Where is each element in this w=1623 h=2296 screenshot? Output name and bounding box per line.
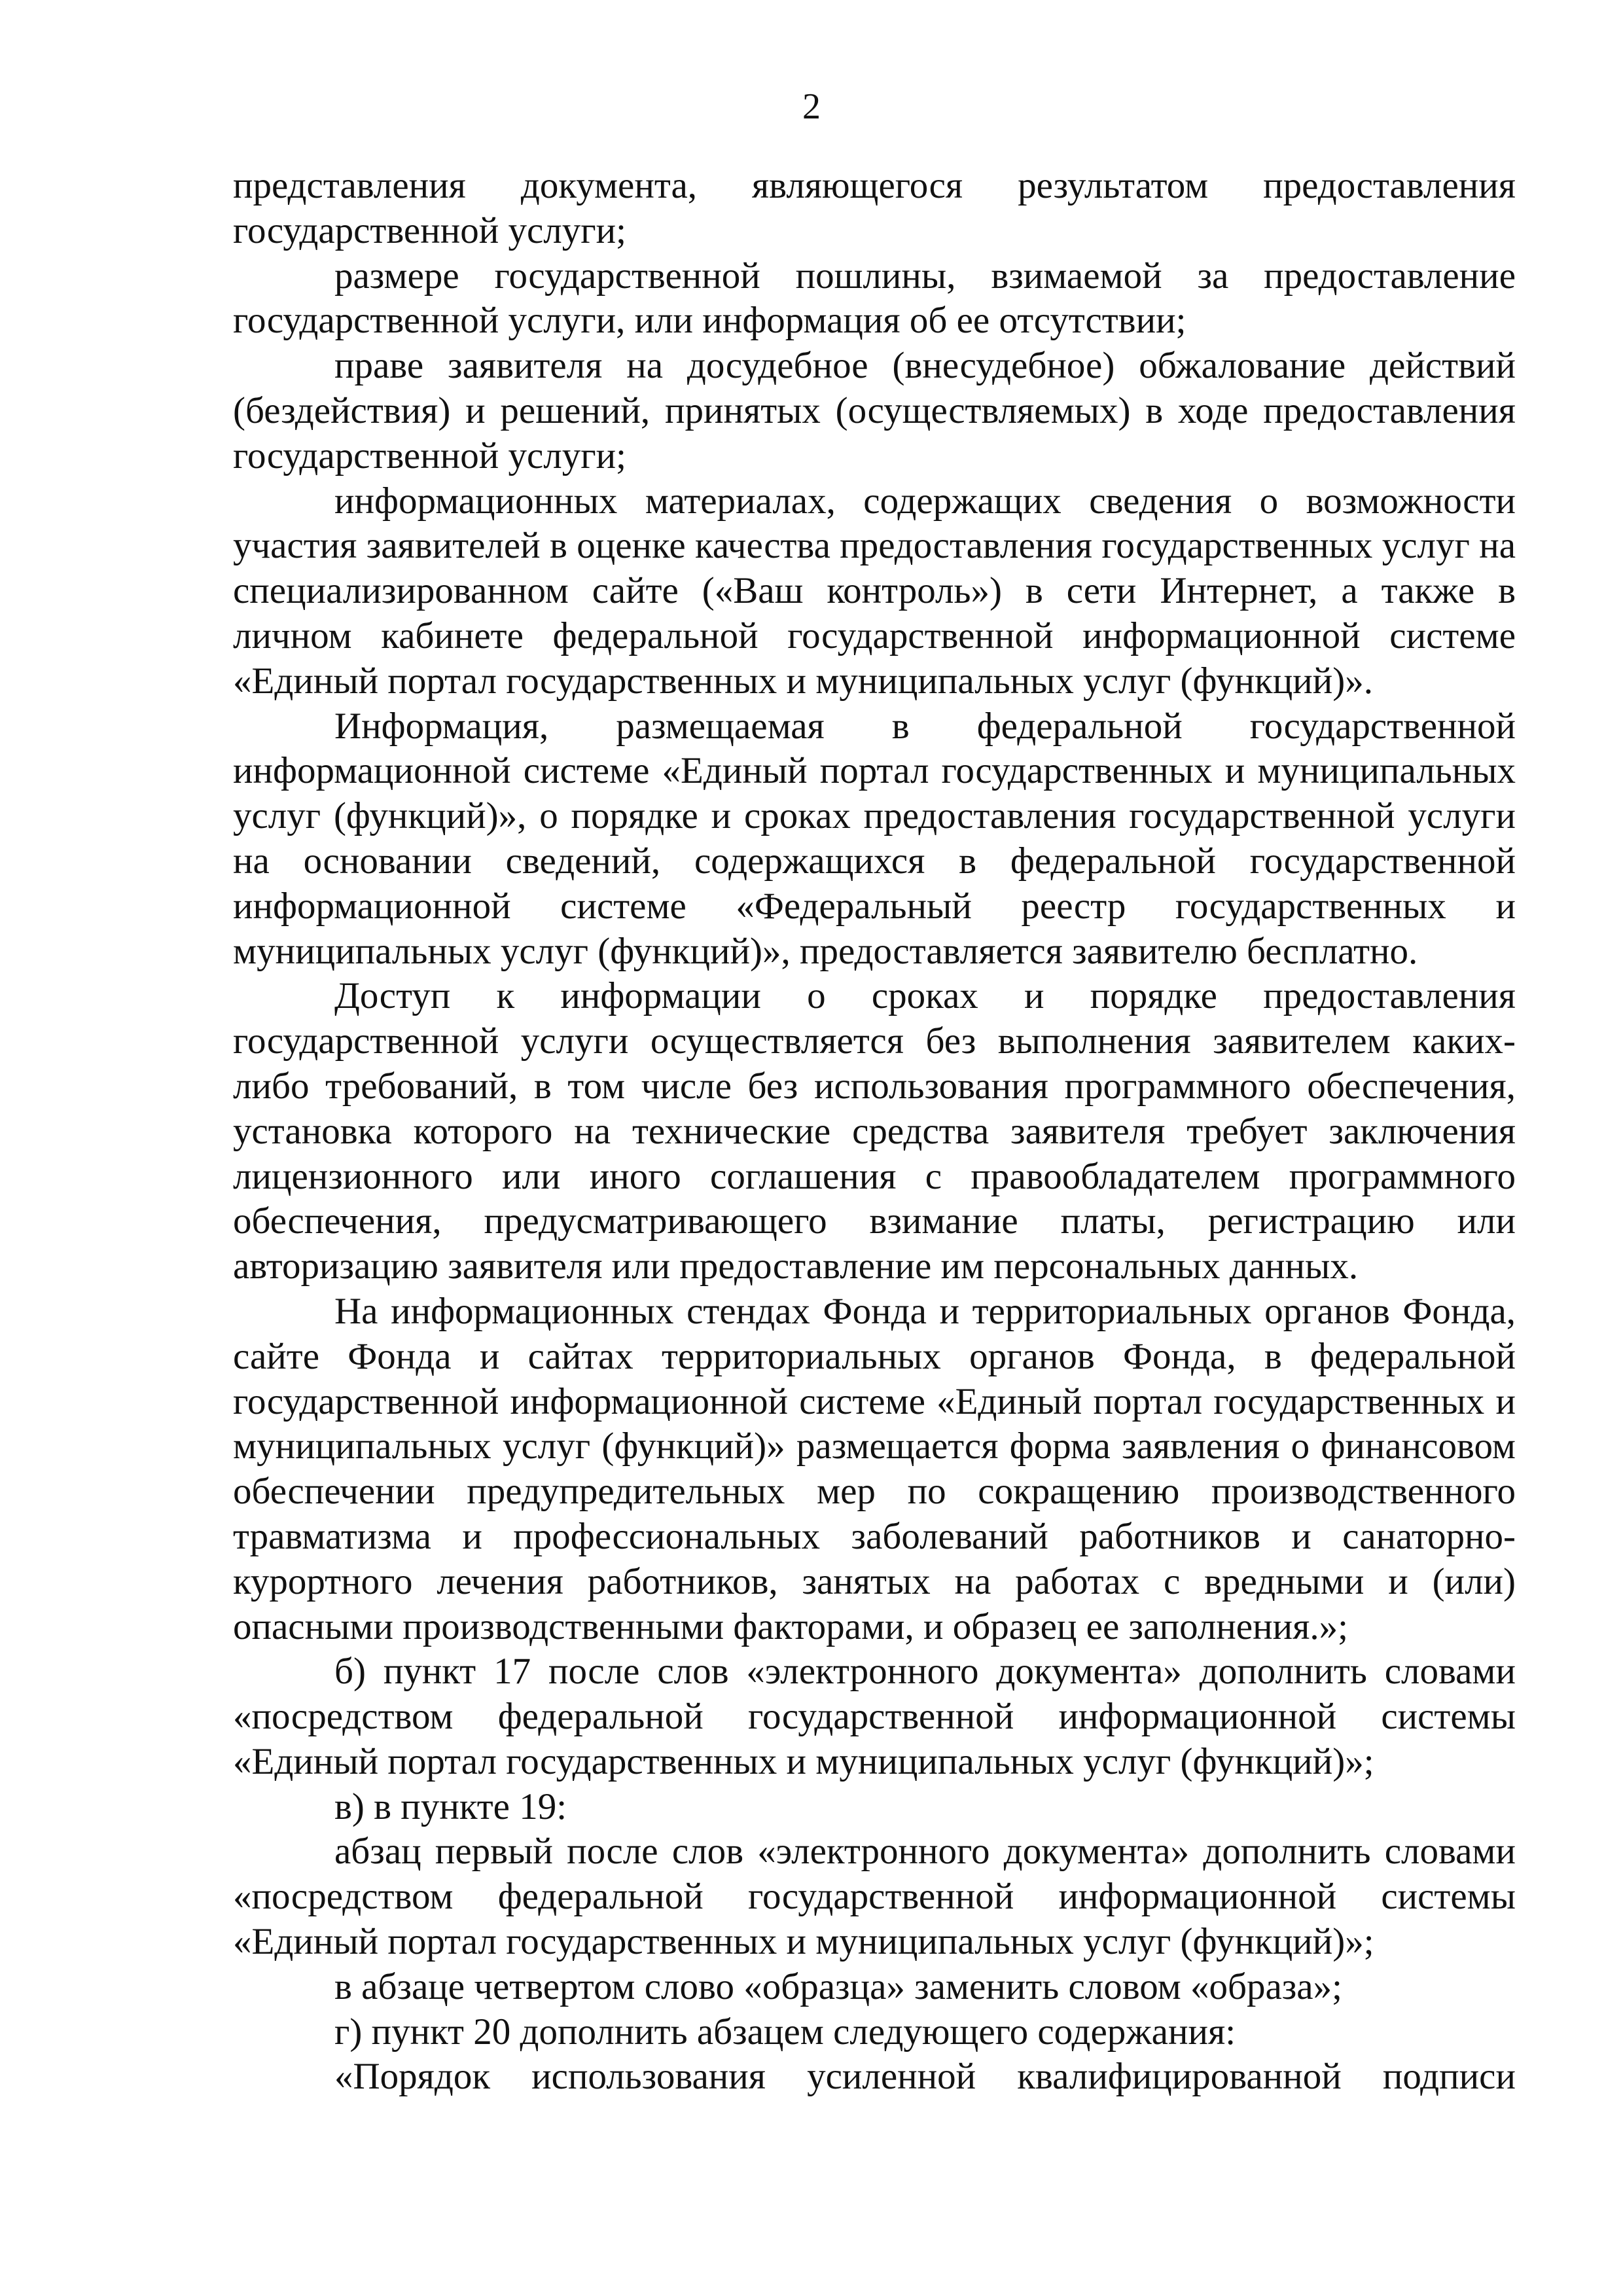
paragraph-appeal-right: праве заявителя на досудебное (внесудебное) обжалование действий (бездействия) и решений, принятых (осуществляемых) в ходе предоставления государственной услуги; bbox=[233, 345, 1516, 476]
paragraph-access-info: Доступ к информации о сроках и порядке предоставления государственной услуги осуществляется без выполнения заявителем каких-либо требований, в том числе без использования программного обеспечения, установка которого на технические средства заявителя требует заключения лицензионного или иного соглашения с правообладателем программного обеспечения, предусматривающего взимание платы, регистрацию или авторизацию заявителя или предоставление им персональных данных. bbox=[233, 975, 1516, 1287]
paragraph-info-materials: информационных материалах, содержащих сведения о возможности участия заявителей в оценке качества предоставления государственных услуг на специализированном сайте («Ваш контроль») в сети Интернет, а также в личном кабинете федеральной государственной информационной системе «Единый портал государственных и муниципальных услуг (функций)». bbox=[233, 480, 1516, 702]
paragraph-item-b: б) пункт 17 после слов «электронного документа» дополнить словами «посредством федеральной государственной информационной системы «Единый портал государственных и муниципальных услуг (функций)»; bbox=[233, 1651, 1516, 1782]
paragraph-fourth-abzac: в абзаце четвертом слово «образца» заменить словом «образа»; bbox=[334, 1965, 1342, 2007]
paragraph-continuation: представления документа, являющегося результатом предоставления государственной услуги; bbox=[233, 165, 1516, 251]
paragraph-state-fee: размере государственной пошлины, взимаемой за предоставление государственной услуги, или информация об ее отсутствии; bbox=[233, 255, 1516, 342]
document-body bbox=[233, 164, 1516, 2100]
paragraph-signature-order: «Порядок использования усиленной квалифицированной подписи bbox=[334, 2056, 1516, 2098]
paragraph-item-g: г) пункт 20 дополнить абзацем следующего содержания: bbox=[334, 2011, 1236, 2053]
paragraph-info-stands: На информационных стендах Фонда и территориальных органов Фонда, сайте Фонда и сайтах территориальных органов Фонда, в федеральной государственной информационной системе «Единый портал государственных и муниципальных услуг (функций)» размещается форма заявления о финансовом обеспечении предупредительных мер по сокращению производственного травматизма и профессиональных заболеваний работников и санаторно-курортного лечения работников, занятых на работах с вредными и (или) опасными производственными факторами, и образец ее заполнения.»; bbox=[233, 1290, 1516, 1647]
paragraph-first-abzac: абзац первый после слов «электронного документа» дополнить словами «посредством федеральной государственной информационной системы «Единый портал государственных и муниципальных услуг (функций)»; bbox=[233, 1831, 1516, 1963]
paragraph-item-v: в) в пункте 19: bbox=[334, 1785, 567, 1827]
paragraph-portal-info: Информация, размещаемая в федеральной государственной информационной системе «Единый портал государственных и муниципальных услуг (функций)», о порядке и сроках предоставления государственной услуги на основании сведений, содержащихся в федеральной государственной информационной системе «Федеральный реестр государственных и муниципальных услуг (функций)», предоставляется заявителю бесплатно. bbox=[233, 705, 1516, 972]
page-number: 2 bbox=[802, 86, 821, 127]
